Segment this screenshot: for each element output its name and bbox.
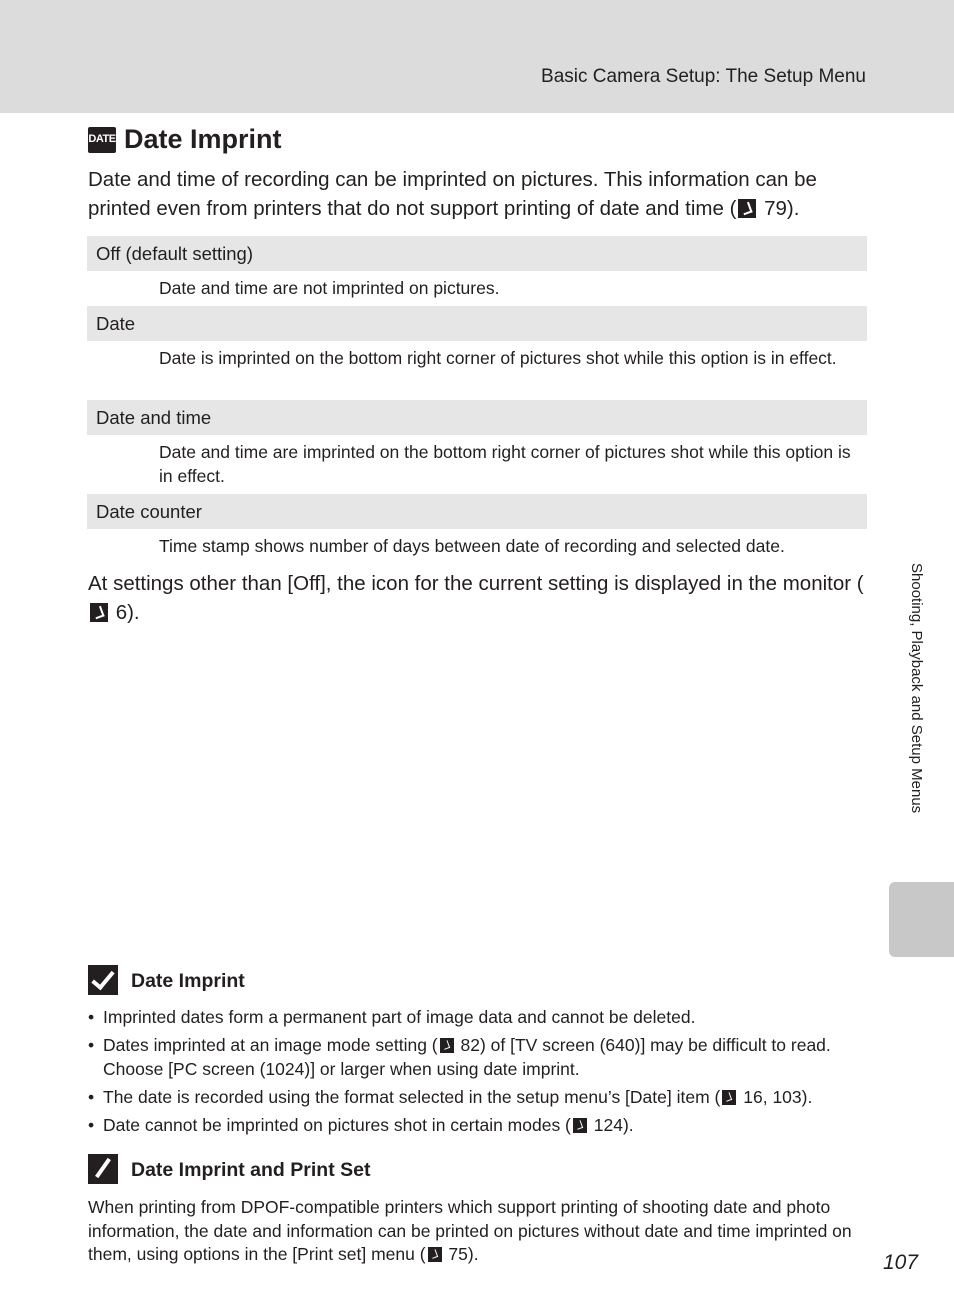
option-label: Date counter <box>87 494 867 529</box>
settings-note-paragraph: At settings other than [Off], the icon for the current setting is displayed in the monitor ( 6). <box>88 572 864 624</box>
options-table <box>87 236 867 564</box>
option-description: Date and time are imprinted on the bottom right corner of pictures shot while this option is in effect. <box>159 442 851 486</box>
page-reference-icon <box>90 603 108 622</box>
page-reference-icon <box>573 1118 587 1133</box>
note-title: Date Imprint and Print Set <box>131 1159 371 1181</box>
option-description: Time stamp shows number of days between date of recording and selected date. <box>159 536 785 556</box>
side-section-tab <box>889 882 954 957</box>
header-title: Basic Camera Setup: The Setup Menu <box>541 66 866 87</box>
page-reference-icon <box>722 1090 736 1105</box>
page-number: 107 <box>883 1251 919 1274</box>
note-bullet-list <box>88 1005 868 1141</box>
page-reference-icon <box>440 1038 454 1053</box>
intro-paragraph: Date and time of recording can be imprinted on pictures. This information can be printed even from printers that do not support printing of date and time ( 79). <box>88 168 817 220</box>
page-reference-icon <box>738 199 756 218</box>
header-band <box>0 0 954 113</box>
list-item: • Dates imprinted at an image mode setting ( 82) of [TV screen (640)] may be difficult to read. Choose [PC screen (1024)] or larger when using date imprint. <box>88 1033 868 1081</box>
date-imprint-icon: DATE <box>88 127 116 153</box>
page-reference-icon <box>428 1247 442 1262</box>
pencil-icon <box>88 1154 118 1184</box>
note-title: Date Imprint <box>131 970 245 992</box>
option-description: Date and time are not imprinted on pictures. <box>159 278 500 298</box>
side-section-label: Shooting, Playback and Setup Menus <box>908 563 925 814</box>
note-body: When printing from DPOF-compatible printers which support printing of shooting date and photo information, the date and information can be printed on pictures without date and time imprinted on them, using options in the [Print set] menu ( 75). <box>88 1197 852 1264</box>
option-description: Date is imprinted on the bottom right corner of pictures shot while this option is in effect. <box>159 348 837 368</box>
page-heading <box>88 124 282 155</box>
list-item: • Imprinted dates form a permanent part of image data and cannot be deleted. <box>88 1005 868 1029</box>
list-item: • The date is recorded using the format selected in the setup menu’s [Date] item ( 16, 103). <box>88 1085 868 1109</box>
page-title: Date Imprint <box>124 124 282 154</box>
list-item: • Date cannot be imprinted on pictures shot in certain modes ( 124). <box>88 1113 868 1137</box>
option-label: Date <box>87 306 867 341</box>
check-icon <box>88 965 118 995</box>
option-label: Date and time <box>87 400 867 435</box>
option-label: Off (default setting) <box>87 236 867 271</box>
